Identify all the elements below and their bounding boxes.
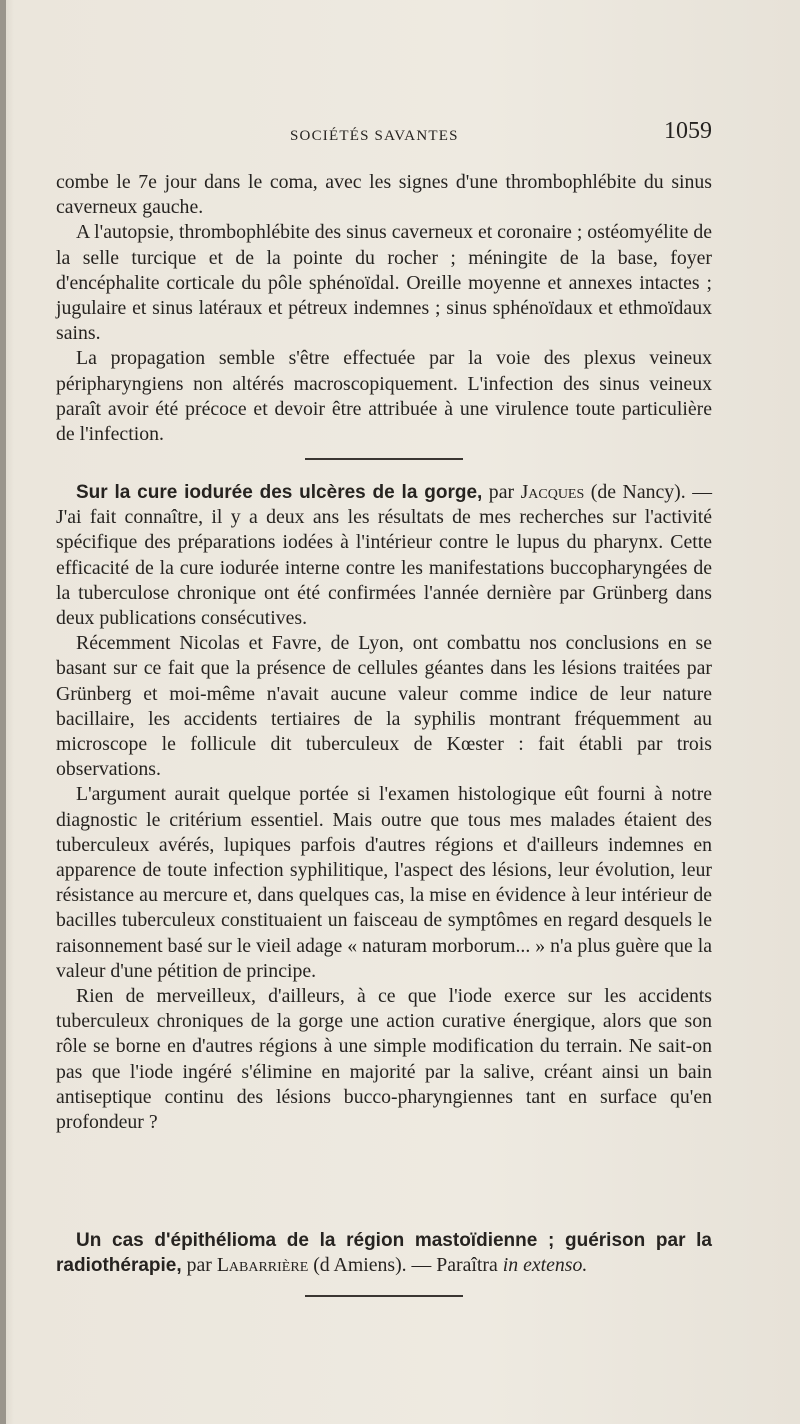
paragraph: Récemment Nicolas et Favre, de Lyon, ont combattu nos conclusions en se basant sur ce fait que la présence de cellules géantes dans les lésions traitées par Grünberg et moi-même n'avait aucune valeur comme indice de leur nature bacillaire, les accidents tertiaires de la syphilis montrant fréquemment au microscope le follicule dit tuberculeux de Kœster : fait établi par trois observations. [56,632,712,781]
paragraph: L'argument aurait quelque portée si l'examen histologique eût fourni à notre diagnostic le critérium essentiel. Mais outre que tous mes malades étaient des tuberculeux avérés, lupiques parfois d'autres régions et d'ailleurs indemnes en apparence de toute infection syphilitique, l'aspect des lésions, leur évolution, leur résistance au mercure et, dans quelques cas, la mise en évidence à leur intérieur de bacilles tuberculeux constituaient un faisceau de symptômes en regard desquels le raisonnement basé sur le vieil adage « naturam morborum... » n'a plus guère que la valeur d'une pétition de principe. [56,783,712,982]
page-number: 1059 [664,118,712,144]
author-location: (d Amiens). — Paraîtra [313,1254,498,1277]
author-name: Labarrière [216,1254,309,1277]
author-location: (de Nancy). — [590,481,712,503]
paragraph: combe le 7e jour dans le coma, avec les signes d'une thrombophlébite du sinus caverneux gauche. [56,171,712,219]
section-epithelioma [56,1228,712,1278]
section-divider [305,1295,463,1297]
author-name: Jacques [520,481,585,503]
publication-note: in extenso. [502,1254,588,1277]
paragraph [56,1228,712,1278]
section-iodine-cure [56,480,712,1135]
section-title: Un cas d'épithélioma de la région mastoïdienne ; guérison par la radiothérapie, [56,1230,712,1277]
lead-text: J'ai fait connaître, il y a deux ans les résultats de mes recherches sur l'activité spécifique des préparations iodées à l'intérieur contre le lupus du pharynx. Cette efficacité de la cure iodurée interne contre les manifestations buccopharyngées de la tuberculose chronique ont été confirmées l'année dernière par Grünberg dans deux publications consécutives. [56,506,712,630]
page-header [56,118,712,148]
paragraph: A l'autopsie, thrombophlébite des sinus caverneux et coronaire ; ostéomyélite de la selle turcique et de la pointe du rocher ; méningite de la base, foyer d'encéphalite corticale du pôle sphénoïdal. Oreille moyenne et annexes intactes ; jugulaire et sinus latéraux et pétreux indemnes ; sinus sphénoïdaux et ethmoïdaux sains. [56,221,712,345]
section-title: Sur la cure iodurée des ulcères de la gorge, [76,482,483,503]
binding-edge [0,0,6,1424]
continuation-text [56,170,712,447]
byline-word: par [186,1254,212,1277]
section-divider [305,458,463,460]
paragraph [56,480,712,631]
byline-word: par [488,481,515,503]
running-head: SOCIÉTÉS SAVANTES [290,128,459,144]
paragraph: Rien de merveilleux, d'ailleurs, à ce que l'iode exerce sur les accidents tuberculeux chroniques de la gorge une action curative énergique, alors que son rôle se borne en d'autres régions à une simple modification du terrain. Ne sait-on pas que l'iode ingéré s'élimine en majorité par la salive, créant ainsi un bain antiseptique continu des lésions bucco-pharyngiennes tant en surface qu'en profondeur ? [56,985,712,1134]
paragraph: La propagation semble s'être effectuée par la voie des plexus veineux péripharyngiens non altérés macroscopiquement. L'infection des sinus veineux paraît avoir été précoce et devoir être attribuée à une virulence toute particulière de l'infection. [56,347,712,446]
